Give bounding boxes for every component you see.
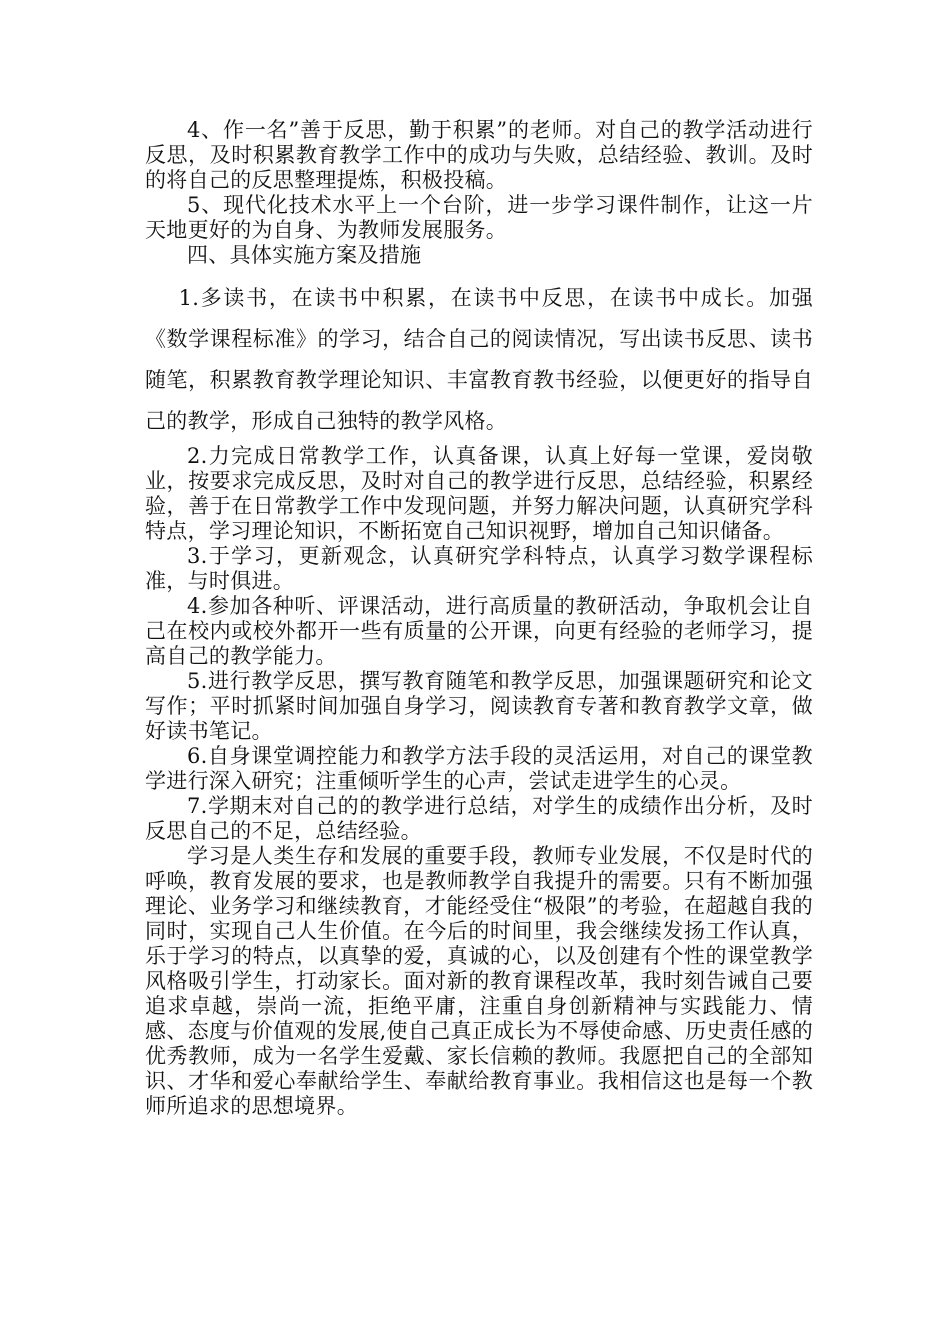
paragraph-measure-3: 3.于学习，更新观念，认真研究学科特点，认真学习数学课程标准，与时俱进。 [145,544,813,593]
section-heading: 四、具体实施方案及措施 [187,243,422,267]
paragraph-goal-4: 4、作一名”善于反思，勤于积累”的老师。对自己的教学活动进行反思，及时积累教育教学工作中的成功与失败，总结经验、教训。及时的将自己的反思整理提炼，积极投稿。 [145,118,813,192]
paragraph-conclusion: 学习是人类生存和发展的重要手段，教师专业发展，不仅是时代的呼唤，教育发展的要求，也是教师教学自我提升的需要。只有不断加强理论、业务学习和继续教育，才能经受住“极限”的考验，在超越自我的同时，实现自己人生价值。在今后的时间里，我会继续发扬工作认真，乐于学习的特点，以真挚的爱，真诚的心，以及创建有个性的课堂教学风格吸引学生，打动家长。面对新的教育课程改革，我时刻告诫自己要追求卓越，崇尚一流，拒绝平庸，注重自身创新精神与实践能力、情感、态度与价值观的发展,使自己真正成长为不辱使命感、历史责任感的优秀教师，成为一名学生爱戴、家长信赖的教师。我愿把自己的全部知识、才华和爱心奉献给学生、奉献给教育事业。我相信这也是每一个教师所追求的思想境界。 [145,844,813,1118]
paragraph-measure-5: 5.进行教学反思，撰写教育随笔和教学反思，加强课题研究和论文写作；平时抓紧时间加强自身学习，阅读教育专著和教育教学文章，做好读书笔记。 [145,669,813,743]
paragraph-measure-2: 2.力完成日常教学工作，认真备课，认真上好每一堂课，爱岗敬业，按要求完成反思，及时对自己的教学进行反思，总结经验，积累经验，善于在日常教学工作中发现问题，并努力解决问题，认真研究学科特点，学习理论知识，不断拓宽自己知识视野，增加自己知识储备。 [145,444,813,543]
paragraph-measure-7: 7.学期末对自己的的教学进行总结，对学生的成绩作出分析，及时反思自己的不足，总结经验。 [145,794,813,843]
paragraph-goal-5: 5、现代化技术水平上一个台阶，进一步学习课件制作，让这一片天地更好的为自身、为教师发展服务。 [145,193,813,242]
document-page [145,118,813,1119]
paragraph-measure-4: 4.参加各种听、评课活动，进行高质量的教研活动，争取机会让自己在校内或校外都开一些有质量的公开课，向更有经验的老师学习，提高自己的教学能力。 [145,594,813,668]
paragraph-measure-6: 6.自身课堂调控能力和教学方法手段的灵活运用，对自己的课堂教学进行深入研究；注重倾听学生的心声，尝试走进学生的心灵。 [145,744,813,793]
paragraph-measure-1: 1.多读书，在读书中积累，在读书中反思，在读书中成长。加强《数学课程标准》的学习，结合自己的阅读情况，写出读书反思、读书随笔，积累教育教学理论知识、丰富教育教书经验，以便更好的指导自己的教学，形成自己独特的教学风格。 [145,286,813,433]
